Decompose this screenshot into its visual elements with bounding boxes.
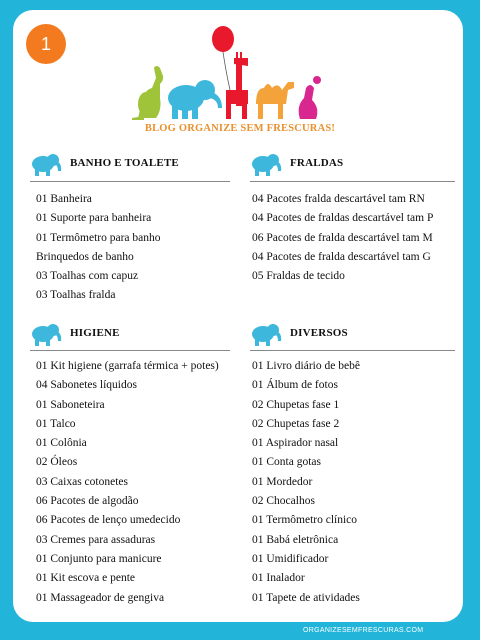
section-higiene — [30, 322, 230, 350]
kangaroo-icon — [132, 66, 163, 120]
list-item: 02 Chocalhos — [252, 495, 315, 508]
animal-logo — [130, 22, 330, 122]
section-banho — [30, 152, 230, 180]
footer-url[interactable]: ORGANIZESEMFRESCURAS.COM — [303, 627, 424, 634]
section-diversos — [250, 322, 455, 350]
section-fraldas — [250, 152, 455, 180]
elephant-icon — [168, 80, 222, 119]
list-item: 01 Kit escova e pente — [36, 572, 135, 585]
section-divider — [30, 181, 230, 182]
section-title: BANHO E TOALETE — [70, 157, 179, 169]
list-item: 03 Caixas cotonetes — [36, 475, 128, 488]
list-item: 01 Umidificador — [252, 552, 329, 565]
list-item: Brinquedos de banho — [36, 250, 134, 263]
section-title: DIVERSOS — [290, 327, 348, 339]
list-item: 01 Inalador — [252, 572, 305, 585]
higiene-list — [36, 357, 219, 608]
list-item: 03 Cremes para assaduras — [36, 533, 156, 546]
list-item: 06 Pacotes de fralda descartável tam M — [252, 231, 433, 244]
list-item: 04 Pacotes de fraldas descartável tam P — [252, 212, 434, 225]
list-item: 02 Óleos — [36, 456, 78, 469]
list-item: 06 Pacotes de lenço umedecido — [36, 514, 181, 527]
section-title: FRALDAS — [290, 157, 344, 169]
elephant-icon — [30, 152, 62, 176]
list-item: 03 Toalhas com capuz — [36, 270, 139, 283]
list-item: 01 Talco — [36, 417, 76, 430]
section-divider — [250, 350, 455, 351]
list-item: 01 Suporte para banheira — [36, 212, 152, 225]
camel-icon — [256, 82, 294, 119]
elephant-icon — [250, 152, 282, 176]
list-item: 05 Fraldas de tecido — [252, 270, 345, 283]
list-item: 01 Termômetro para banho — [36, 231, 161, 244]
list-item: 01 Álbum de fotos — [252, 379, 338, 392]
list-item: 02 Chupetas fase 1 — [252, 398, 340, 411]
section-title: HIGIENE — [70, 327, 120, 339]
list-item: 01 Mordedor — [252, 475, 313, 488]
list-item: 02 Chupetas fase 2 — [252, 417, 340, 430]
list-item: 04 Sabonetes líquidos — [36, 379, 137, 392]
page-number-badge: 1 — [26, 24, 66, 64]
list-item: 04 Pacotes fralda descartável tam RN — [252, 193, 425, 205]
list-item: 01 Aspirador nasal — [252, 437, 339, 450]
section-divider — [30, 350, 230, 351]
diversos-list — [252, 357, 360, 608]
list-item: 01 Conta gotas — [252, 456, 321, 469]
list-item: 01 Babá eletrônica — [252, 533, 339, 546]
list-item: 03 Toalhas fralda — [36, 289, 116, 302]
list-item: 01 Tapete de atividades — [252, 591, 360, 604]
list-item: 01 Colônia — [36, 437, 87, 450]
list-item: 01 Livro diário de bebê — [252, 360, 360, 372]
blog-title: BLOG ORGANIZE SEM FRESCURAS! — [144, 123, 336, 134]
elephant-icon — [250, 322, 282, 346]
list-item: 01 Banheira — [36, 193, 92, 205]
list-item: 01 Conjunto para manicure — [36, 552, 162, 565]
list-item: 06 Pacotes de algodão — [36, 495, 139, 508]
list-item: 04 Pacotes de fralda descartável tam G — [252, 250, 431, 263]
list-item: 01 Termômetro clínico — [252, 514, 358, 527]
section-divider — [250, 181, 455, 182]
list-item: 01 Saboneteira — [36, 398, 105, 411]
list-item: 01 Massageador de gengiva — [36, 591, 165, 604]
elephant-icon — [30, 322, 62, 346]
list-item: 01 Kit higiene (garrafa térmica + potes) — [36, 360, 219, 372]
banho-list — [36, 190, 160, 306]
seal-icon — [299, 76, 321, 119]
balloon-icon — [212, 26, 234, 90]
fraldas-list — [252, 190, 433, 286]
